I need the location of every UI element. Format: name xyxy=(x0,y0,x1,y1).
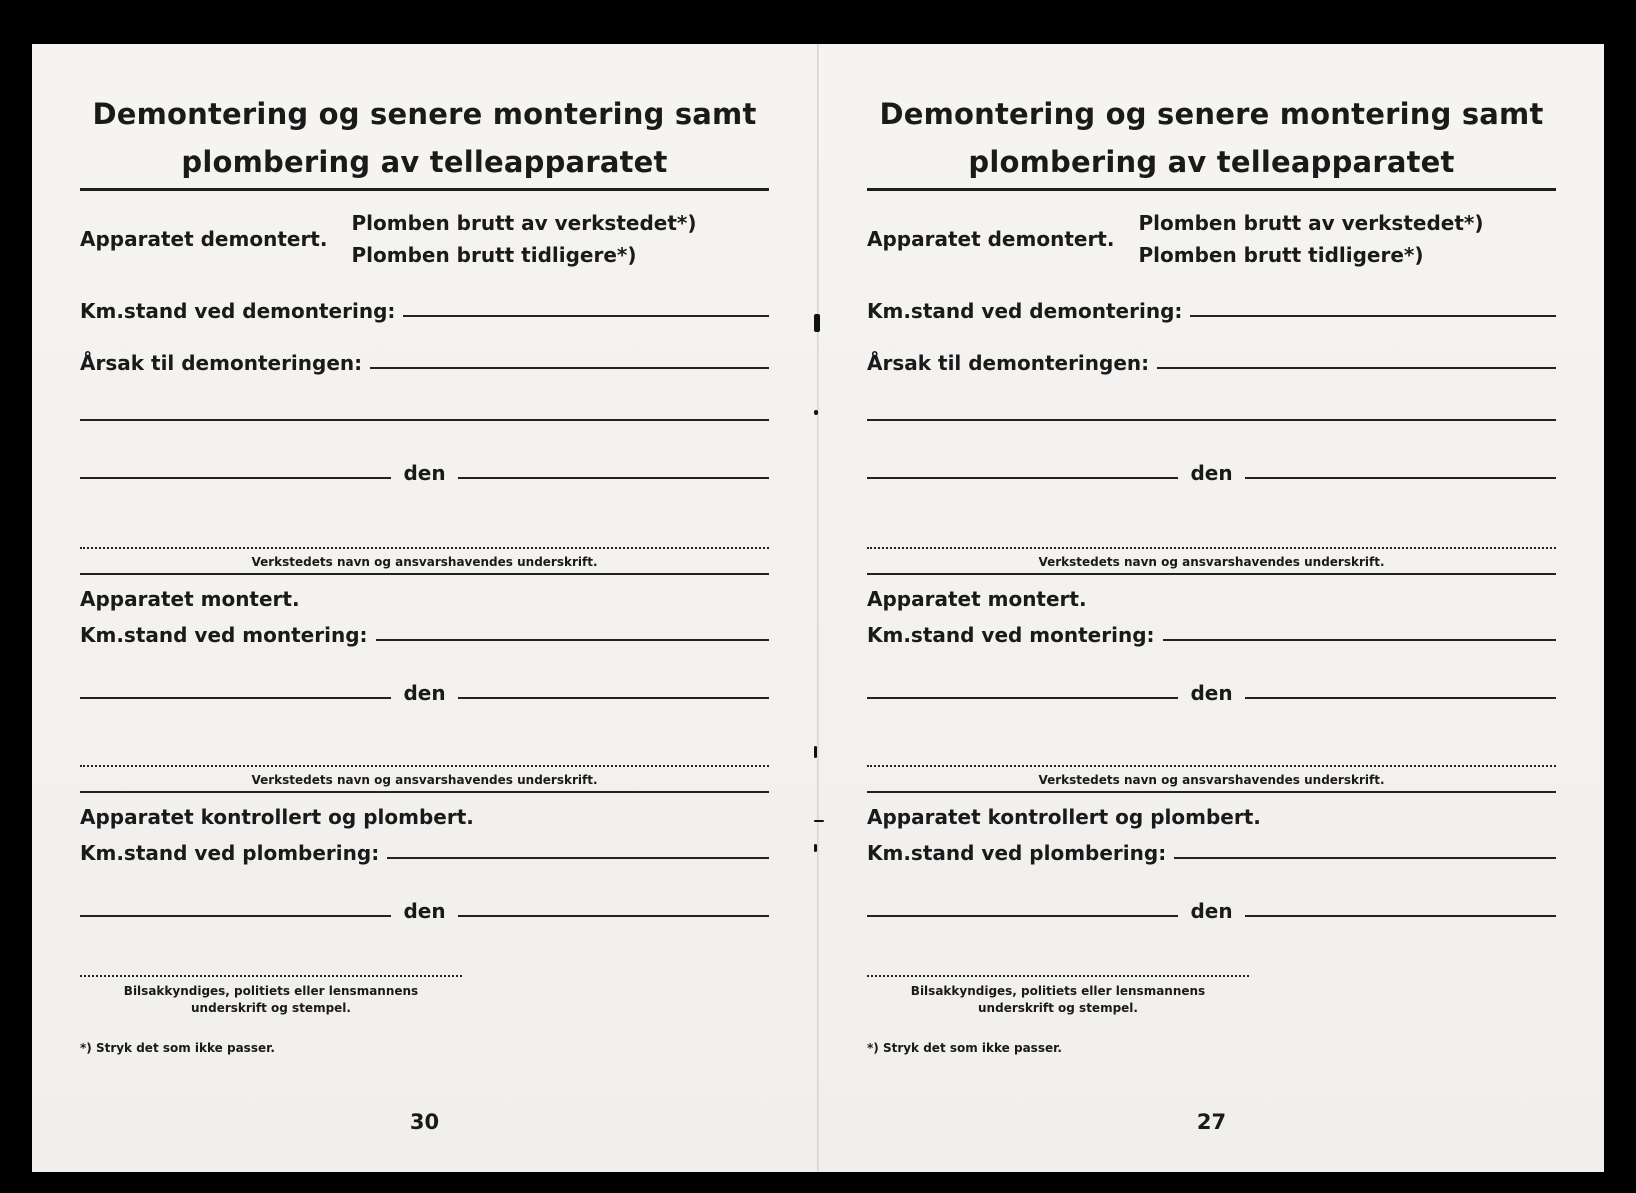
den-label: den xyxy=(1190,681,1233,705)
verksted-caption: Verkstedets navn og ansvarshavendes underskrift. xyxy=(251,773,598,787)
stamp-caption-line-2: underskrift og stempel. xyxy=(191,1001,351,1015)
place-date-row-1 xyxy=(80,431,769,489)
km-montering-label: Km.stand ved montering: xyxy=(80,623,368,647)
km-montering-label: Km.stand ved montering: xyxy=(867,623,1155,647)
km-demontering-label: Km.stand ved demontering: xyxy=(80,299,396,323)
km-demontering-label: Km.stand ved demontering: xyxy=(867,299,1183,323)
km-montering-row xyxy=(867,615,1556,651)
km-montering-field[interactable] xyxy=(376,639,769,641)
right-page xyxy=(818,44,1604,1172)
apparatet-montert-label: Apparatet montert. xyxy=(867,587,1087,611)
page-number: 27 xyxy=(1196,1110,1227,1134)
binding-mark xyxy=(814,844,817,852)
place-date-row-2 xyxy=(80,651,769,709)
den-label: den xyxy=(403,899,446,923)
stamp-caption xyxy=(80,977,462,1017)
stamp-caption-line-1: Bilsakkyndiges, politiets eller lensmannens xyxy=(910,984,1206,998)
section-rule xyxy=(80,791,769,793)
km-plombering-row xyxy=(867,833,1556,869)
place-date-row-3 xyxy=(80,869,769,927)
arsak-row xyxy=(80,327,769,379)
page-number: 30 xyxy=(409,1110,440,1134)
plomben-tidligere-option[interactable]: Plomben brutt tidligere*) xyxy=(1138,243,1424,267)
binding-mark xyxy=(814,746,817,758)
demontert-row xyxy=(80,203,769,275)
arsak-row xyxy=(867,327,1556,379)
binding-mark xyxy=(814,314,820,332)
section-rule xyxy=(867,791,1556,793)
title-line-1: Demontering og senere montering samt xyxy=(92,97,757,131)
title-rule xyxy=(867,188,1556,191)
arsak-extra-field[interactable] xyxy=(80,419,769,421)
place-date-row-1 xyxy=(867,431,1556,489)
km-plombering-label: Km.stand ved plombering: xyxy=(867,841,1167,865)
date-field[interactable] xyxy=(458,915,769,917)
km-demontering-field[interactable] xyxy=(1190,315,1556,317)
plomben-verkstedet-option[interactable]: Plomben brutt av verkstedet*) xyxy=(351,211,697,235)
date-field[interactable] xyxy=(458,477,769,479)
title-rule xyxy=(80,188,769,191)
title-line-2: plombering av telleapparatet xyxy=(968,145,1455,179)
apparatet-kontrollert-label: Apparatet kontrollert og plombert. xyxy=(80,805,474,829)
page-title xyxy=(80,90,769,188)
date-field[interactable] xyxy=(1245,477,1556,479)
km-demontering-row xyxy=(80,275,769,327)
km-montering-row xyxy=(80,615,769,651)
footnote: *) Stryk det som ikke passer. xyxy=(867,1041,1062,1055)
apparatet-demontert-label: Apparatet demontert. xyxy=(80,227,328,251)
km-plombering-row xyxy=(80,833,769,869)
place-field[interactable] xyxy=(80,697,391,699)
apparatet-demontert-label: Apparatet demontert. xyxy=(867,227,1115,251)
page-title xyxy=(867,90,1556,188)
arsak-extra-row xyxy=(80,379,769,431)
den-label: den xyxy=(1190,461,1233,485)
km-plombering-field[interactable] xyxy=(387,857,769,859)
place-field[interactable] xyxy=(80,477,391,479)
km-demontering-field[interactable] xyxy=(403,315,769,317)
date-field[interactable] xyxy=(1245,915,1556,917)
plomben-tidligere-option[interactable]: Plomben brutt tidligere*) xyxy=(351,243,637,267)
footnote: *) Stryk det som ikke passer. xyxy=(80,1041,275,1055)
km-demontering-row xyxy=(867,275,1556,327)
stamp-block xyxy=(867,975,1249,1017)
den-label: den xyxy=(403,461,446,485)
document-spread xyxy=(32,44,1604,1172)
place-field[interactable] xyxy=(80,915,391,917)
km-plombering-field[interactable] xyxy=(1174,857,1556,859)
demontert-row xyxy=(867,203,1556,275)
den-label: den xyxy=(1190,899,1233,923)
km-plombering-label: Km.stand ved plombering: xyxy=(80,841,380,865)
arsak-label: Årsak til demonteringen: xyxy=(867,351,1150,375)
place-date-row-2 xyxy=(867,651,1556,709)
verksted-caption: Verkstedets navn og ansvarshavendes underskrift. xyxy=(251,555,598,569)
binding-mark xyxy=(814,410,818,415)
arsak-field[interactable] xyxy=(370,367,769,369)
arsak-label: Årsak til demonteringen: xyxy=(80,351,363,375)
plomben-verkstedet-option[interactable]: Plomben brutt av verkstedet*) xyxy=(1138,211,1484,235)
stamp-block xyxy=(80,975,462,1017)
arsak-extra-field[interactable] xyxy=(867,419,1556,421)
apparatet-kontrollert-label: Apparatet kontrollert og plombert. xyxy=(867,805,1261,829)
arsak-extra-row xyxy=(867,379,1556,431)
stamp-caption-line-1: Bilsakkyndiges, politiets eller lensmannens xyxy=(123,984,419,998)
plomben-options xyxy=(351,211,696,267)
date-field[interactable] xyxy=(458,697,769,699)
apparatet-montert-label: Apparatet montert. xyxy=(80,587,300,611)
arsak-field[interactable] xyxy=(1157,367,1556,369)
place-field[interactable] xyxy=(867,477,1178,479)
stamp-caption-line-2: underskrift og stempel. xyxy=(978,1001,1138,1015)
km-montering-field[interactable] xyxy=(1163,639,1556,641)
place-field[interactable] xyxy=(867,697,1178,699)
title-line-2: plombering av telleapparatet xyxy=(181,145,668,179)
section-rule xyxy=(80,573,769,575)
place-date-row-3 xyxy=(867,869,1556,927)
verksted-caption: Verkstedets navn og ansvarshavendes underskrift. xyxy=(1038,555,1385,569)
binding-mark xyxy=(814,820,824,822)
date-field[interactable] xyxy=(1245,697,1556,699)
verksted-caption: Verkstedets navn og ansvarshavendes underskrift. xyxy=(1038,773,1385,787)
plomben-options xyxy=(1138,211,1483,267)
den-label: den xyxy=(403,681,446,705)
section-rule xyxy=(867,573,1556,575)
place-field[interactable] xyxy=(867,915,1178,917)
left-page xyxy=(32,44,818,1172)
title-line-1: Demontering og senere montering samt xyxy=(879,97,1544,131)
stamp-caption xyxy=(867,977,1249,1017)
